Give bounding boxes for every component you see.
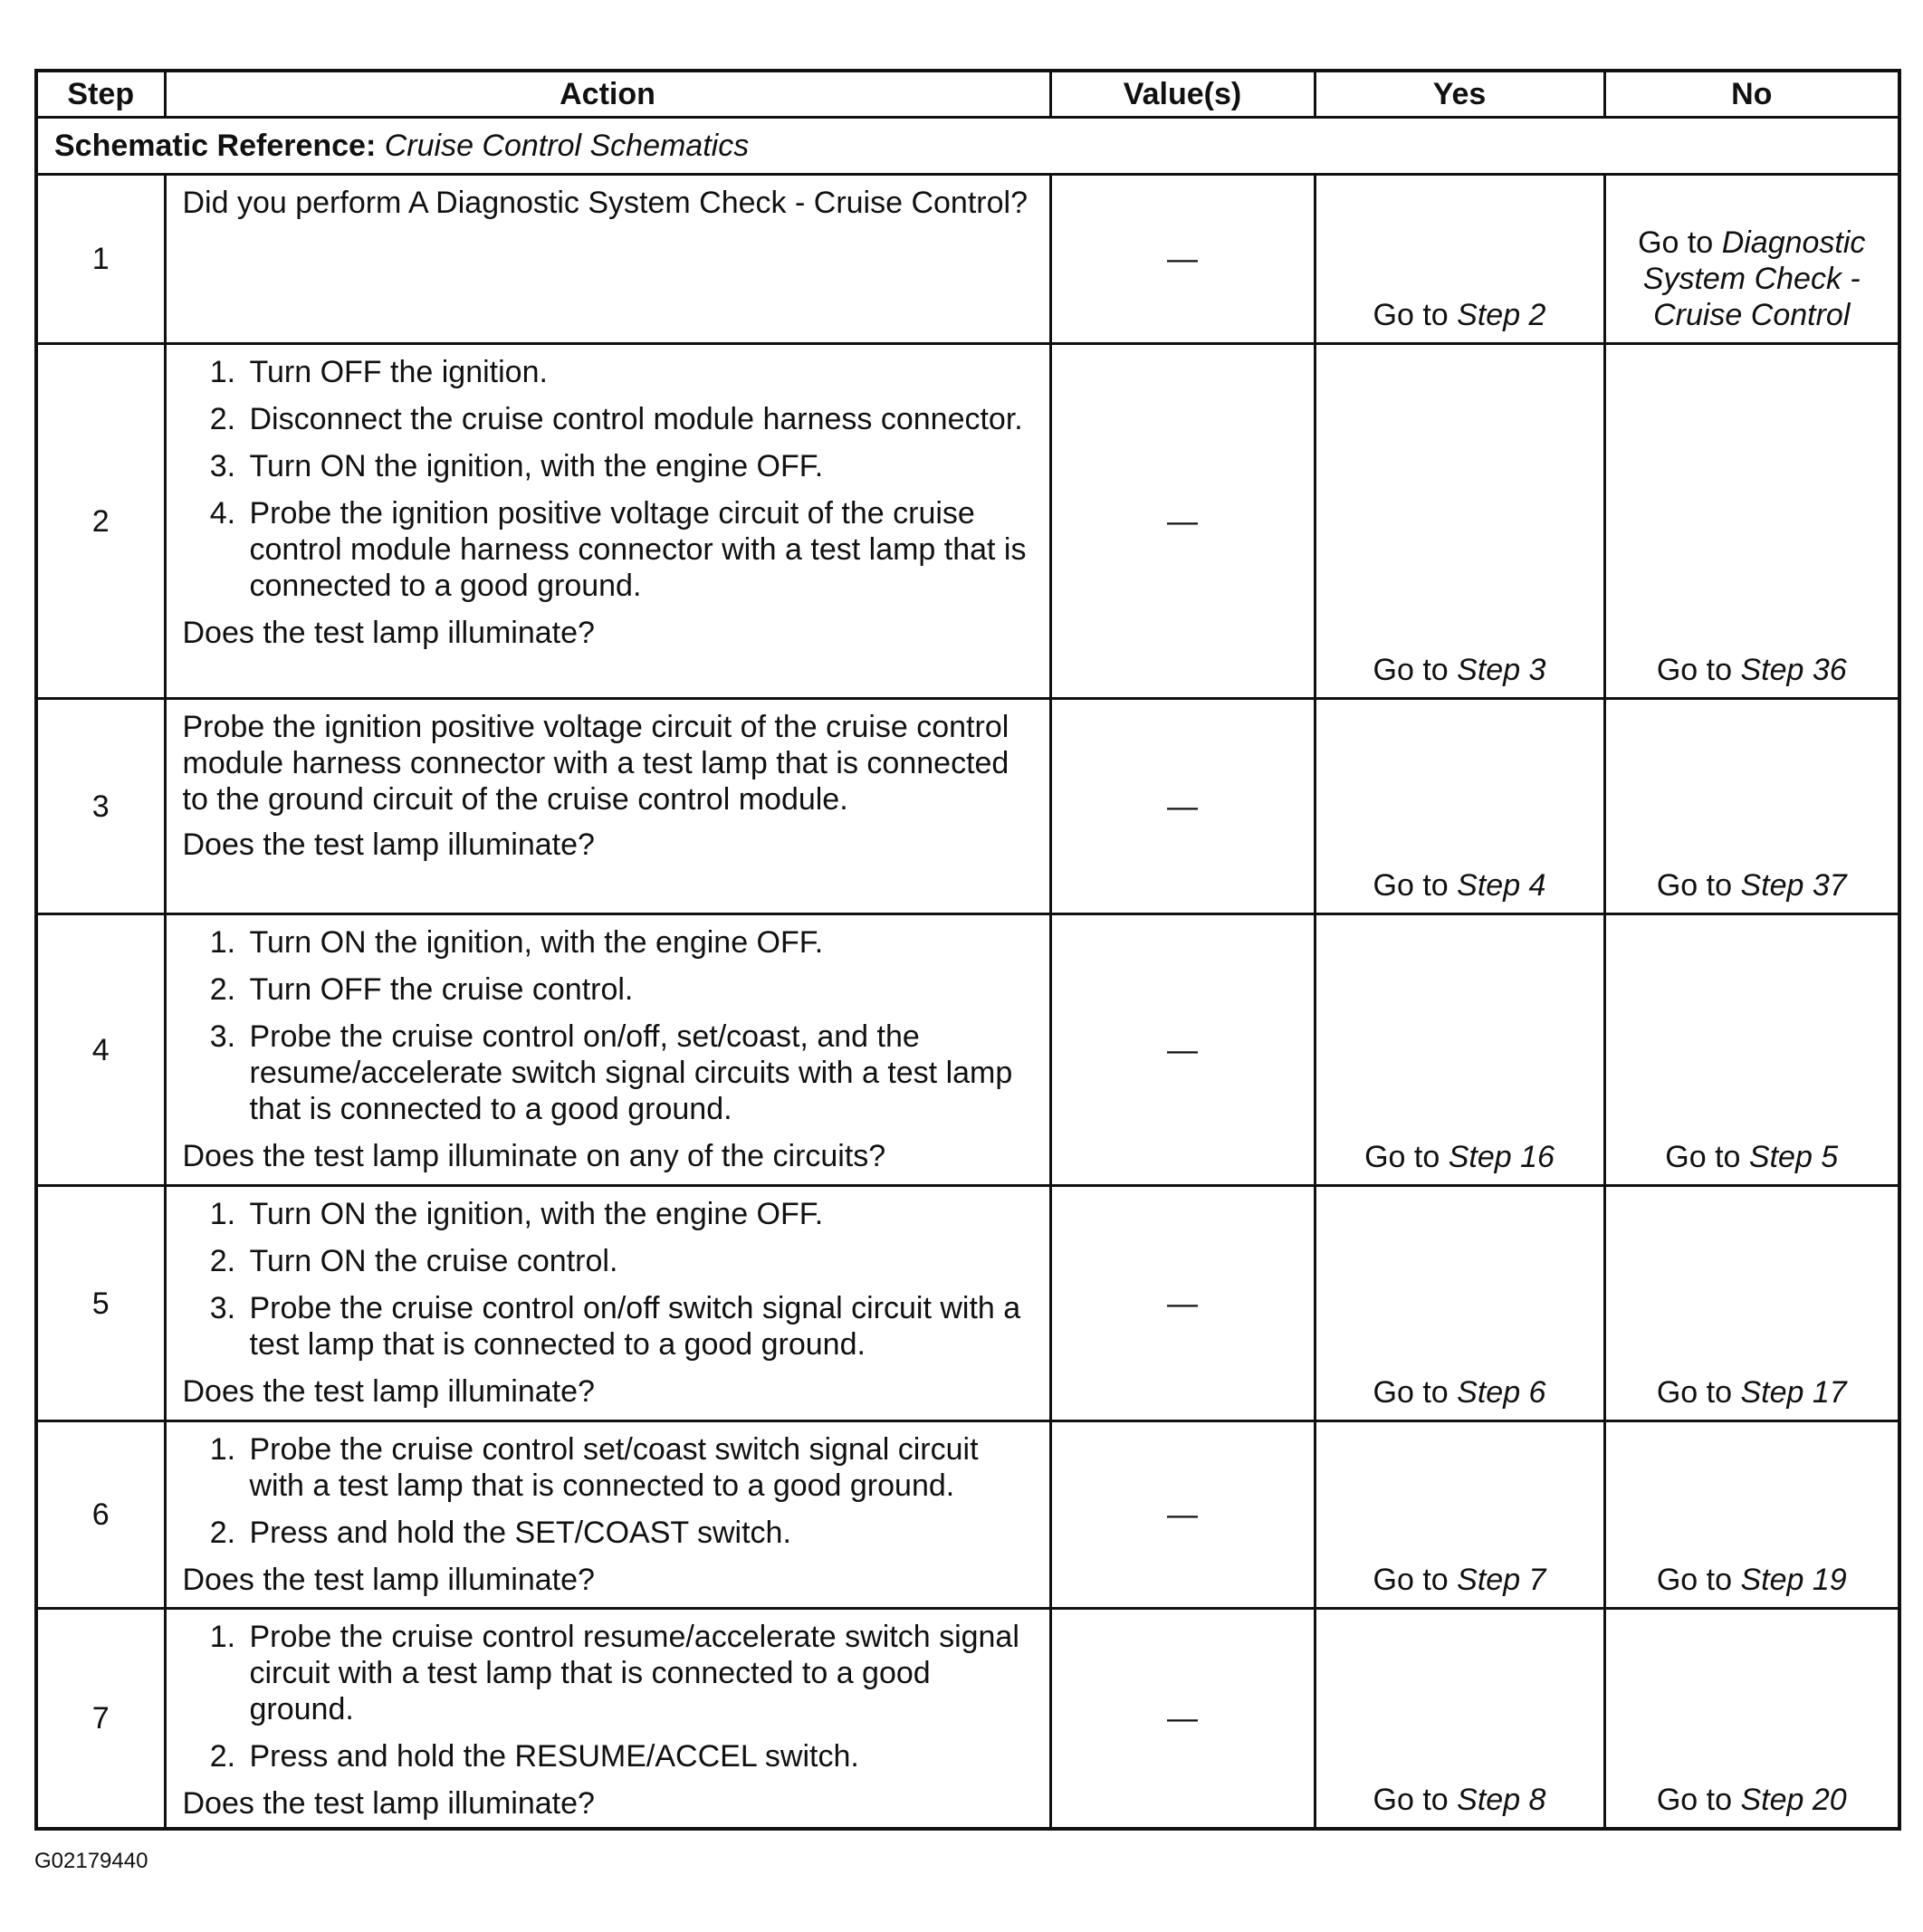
action-question: Did you perform A Diagnostic System Check - Cruise Control? <box>182 186 1028 220</box>
list-item: 1. Probe the cruise control resume/accelerate switch signal circuit with a test lamp that is connected to a good ground. <box>244 1619 1033 1727</box>
list-item: 1. Turn ON the ignition, with the engine OFF. <box>244 924 1033 961</box>
no-link[interactable]: Step 37 <box>1740 868 1847 903</box>
table-header-row <box>36 71 1899 118</box>
yes-cell <box>1315 699 1604 914</box>
no-prefix: Go to <box>1656 1783 1732 1817</box>
step-number: 2 <box>36 344 165 699</box>
schematic-reference-label: Schematic Reference: <box>54 129 377 163</box>
value-cell: — <box>1050 699 1315 914</box>
no-cell <box>1604 1421 1899 1609</box>
no-link[interactable]: Step 20 <box>1740 1783 1847 1817</box>
value-cell: — <box>1050 914 1315 1186</box>
no-prefix: Go to <box>1656 868 1732 903</box>
list-item: 1. Turn ON the ignition, with the engine OFF. <box>244 1196 1033 1232</box>
yes-prefix: Go to <box>1373 653 1449 687</box>
action-steps-list <box>183 1431 1033 1551</box>
action-cell <box>165 914 1050 1186</box>
diagnostic-table <box>34 69 1901 1831</box>
value-cell: — <box>1050 175 1315 344</box>
header-values: Value(s) <box>1050 71 1315 118</box>
step-number: 1 <box>36 175 165 344</box>
list-item: 2. Press and hold the SET/COAST switch. <box>244 1515 1033 1551</box>
yes-prefix: Go to <box>1373 868 1449 903</box>
no-prefix: Go to <box>1656 1563 1732 1597</box>
table-row <box>36 1421 1899 1609</box>
step-number: 5 <box>36 1186 165 1421</box>
list-item: 3. Probe the cruise control on/off switch signal circuit with a test lamp that is connected to a good ground. <box>244 1290 1033 1363</box>
no-link[interactable]: Step 19 <box>1740 1563 1847 1597</box>
action-question: Does the test lamp illuminate? <box>182 1786 595 1821</box>
action-cell <box>165 1609 1050 1830</box>
action-instruction: Probe the ignition positive voltage circuit of the cruise control module harness connector with a test lamp that is connected to the ground circuit of the cruise control module. <box>182 710 1009 817</box>
header-yes: Yes <box>1315 71 1604 118</box>
value-cell: — <box>1050 1186 1315 1421</box>
list-item: 3. Probe the cruise control on/off, set/coast, and the resume/accelerate switch signal circuits with a test lamp that is connected to a good ground. <box>244 1019 1033 1127</box>
no-cell <box>1604 175 1899 344</box>
no-prefix: Go to <box>1665 1140 1741 1174</box>
action-question: Does the test lamp illuminate? <box>182 616 595 650</box>
no-link[interactable]: Diagnostic System Check - Cruise Control <box>1642 225 1866 332</box>
no-prefix: Go to <box>1656 653 1732 687</box>
table-row <box>36 699 1899 914</box>
schematic-reference-link[interactable]: Cruise Control Schematics <box>384 129 750 163</box>
action-cell <box>165 344 1050 699</box>
list-item: 4. Probe the ignition positive voltage circuit of the cruise control module harness connector with a test lamp that is connected to a good ground. <box>244 495 1033 604</box>
header-no: No <box>1604 71 1899 118</box>
header-step: Step <box>36 71 165 118</box>
yes-cell <box>1315 1421 1604 1609</box>
diagnostic-document <box>34 69 1898 1831</box>
yes-link[interactable]: Step 8 <box>1457 1783 1546 1817</box>
list-item: 1. Turn OFF the ignition. <box>244 354 1033 390</box>
action-steps-list <box>183 354 1033 604</box>
table-row <box>36 175 1899 344</box>
yes-cell <box>1315 1609 1604 1830</box>
yes-link[interactable]: Step 7 <box>1457 1563 1546 1597</box>
yes-prefix: Go to <box>1373 1563 1449 1597</box>
no-link[interactable]: Step 36 <box>1740 653 1847 687</box>
action-question: Does the test lamp illuminate? <box>182 1374 595 1409</box>
step-number: 7 <box>36 1609 165 1830</box>
header-action: Action <box>165 71 1050 118</box>
yes-link[interactable]: Step 16 <box>1448 1140 1555 1174</box>
value-cell: — <box>1050 1421 1315 1609</box>
yes-link[interactable]: Step 2 <box>1457 298 1546 332</box>
action-steps-list <box>183 1619 1033 1774</box>
value-cell: — <box>1050 1609 1315 1830</box>
action-steps-list <box>183 1196 1033 1363</box>
yes-prefix: Go to <box>1373 1783 1449 1817</box>
no-cell <box>1604 1609 1899 1830</box>
list-item: 2. Turn OFF the cruise control. <box>244 971 1033 1008</box>
action-cell <box>165 1186 1050 1421</box>
action-steps-list <box>183 924 1033 1127</box>
yes-link[interactable]: Step 6 <box>1457 1375 1546 1410</box>
yes-link[interactable]: Step 4 <box>1457 868 1546 903</box>
figure-id: G02179440 <box>34 1849 148 1873</box>
yes-prefix: Go to <box>1373 1375 1449 1410</box>
no-cell <box>1604 1186 1899 1421</box>
value-cell: — <box>1050 344 1315 699</box>
yes-cell <box>1315 344 1604 699</box>
action-cell <box>165 699 1050 914</box>
action-question: Does the test lamp illuminate? <box>182 827 595 862</box>
list-item: 2. Turn ON the cruise control. <box>244 1243 1033 1279</box>
list-item: 2. Disconnect the cruise control module harness connector. <box>244 401 1033 437</box>
step-number: 6 <box>36 1421 165 1609</box>
yes-cell <box>1315 1186 1604 1421</box>
yes-cell <box>1315 914 1604 1186</box>
yes-link[interactable]: Step 3 <box>1457 653 1546 687</box>
action-question: Does the test lamp illuminate on any of the circuits? <box>182 1139 886 1173</box>
yes-prefix: Go to <box>1373 298 1449 332</box>
schematic-reference-cell <box>36 118 1899 175</box>
action-question: Does the test lamp illuminate? <box>182 1563 595 1597</box>
step-number: 3 <box>36 699 165 914</box>
list-item: 3. Turn ON the ignition, with the engine OFF. <box>244 448 1033 484</box>
table-row <box>36 344 1899 699</box>
no-prefix: Go to <box>1638 225 1714 260</box>
table-row <box>36 914 1899 1186</box>
no-link[interactable]: Step 5 <box>1748 1140 1839 1174</box>
action-cell <box>165 1421 1050 1609</box>
yes-prefix: Go to <box>1364 1140 1440 1174</box>
action-cell <box>165 175 1050 344</box>
yes-cell <box>1315 175 1604 344</box>
no-cell <box>1604 344 1899 699</box>
no-link[interactable]: Step 17 <box>1740 1375 1847 1410</box>
no-prefix: Go to <box>1656 1375 1732 1410</box>
list-item: 1. Probe the cruise control set/coast switch signal circuit with a test lamp that is connected to a good ground. <box>244 1431 1033 1504</box>
table-row <box>36 1186 1899 1421</box>
no-cell <box>1604 914 1899 1186</box>
step-number: 4 <box>36 914 165 1186</box>
table-row <box>36 1609 1899 1830</box>
no-cell <box>1604 699 1899 914</box>
schematic-reference-row <box>36 118 1899 175</box>
list-item: 2. Press and hold the RESUME/ACCEL switch. <box>244 1738 1033 1774</box>
